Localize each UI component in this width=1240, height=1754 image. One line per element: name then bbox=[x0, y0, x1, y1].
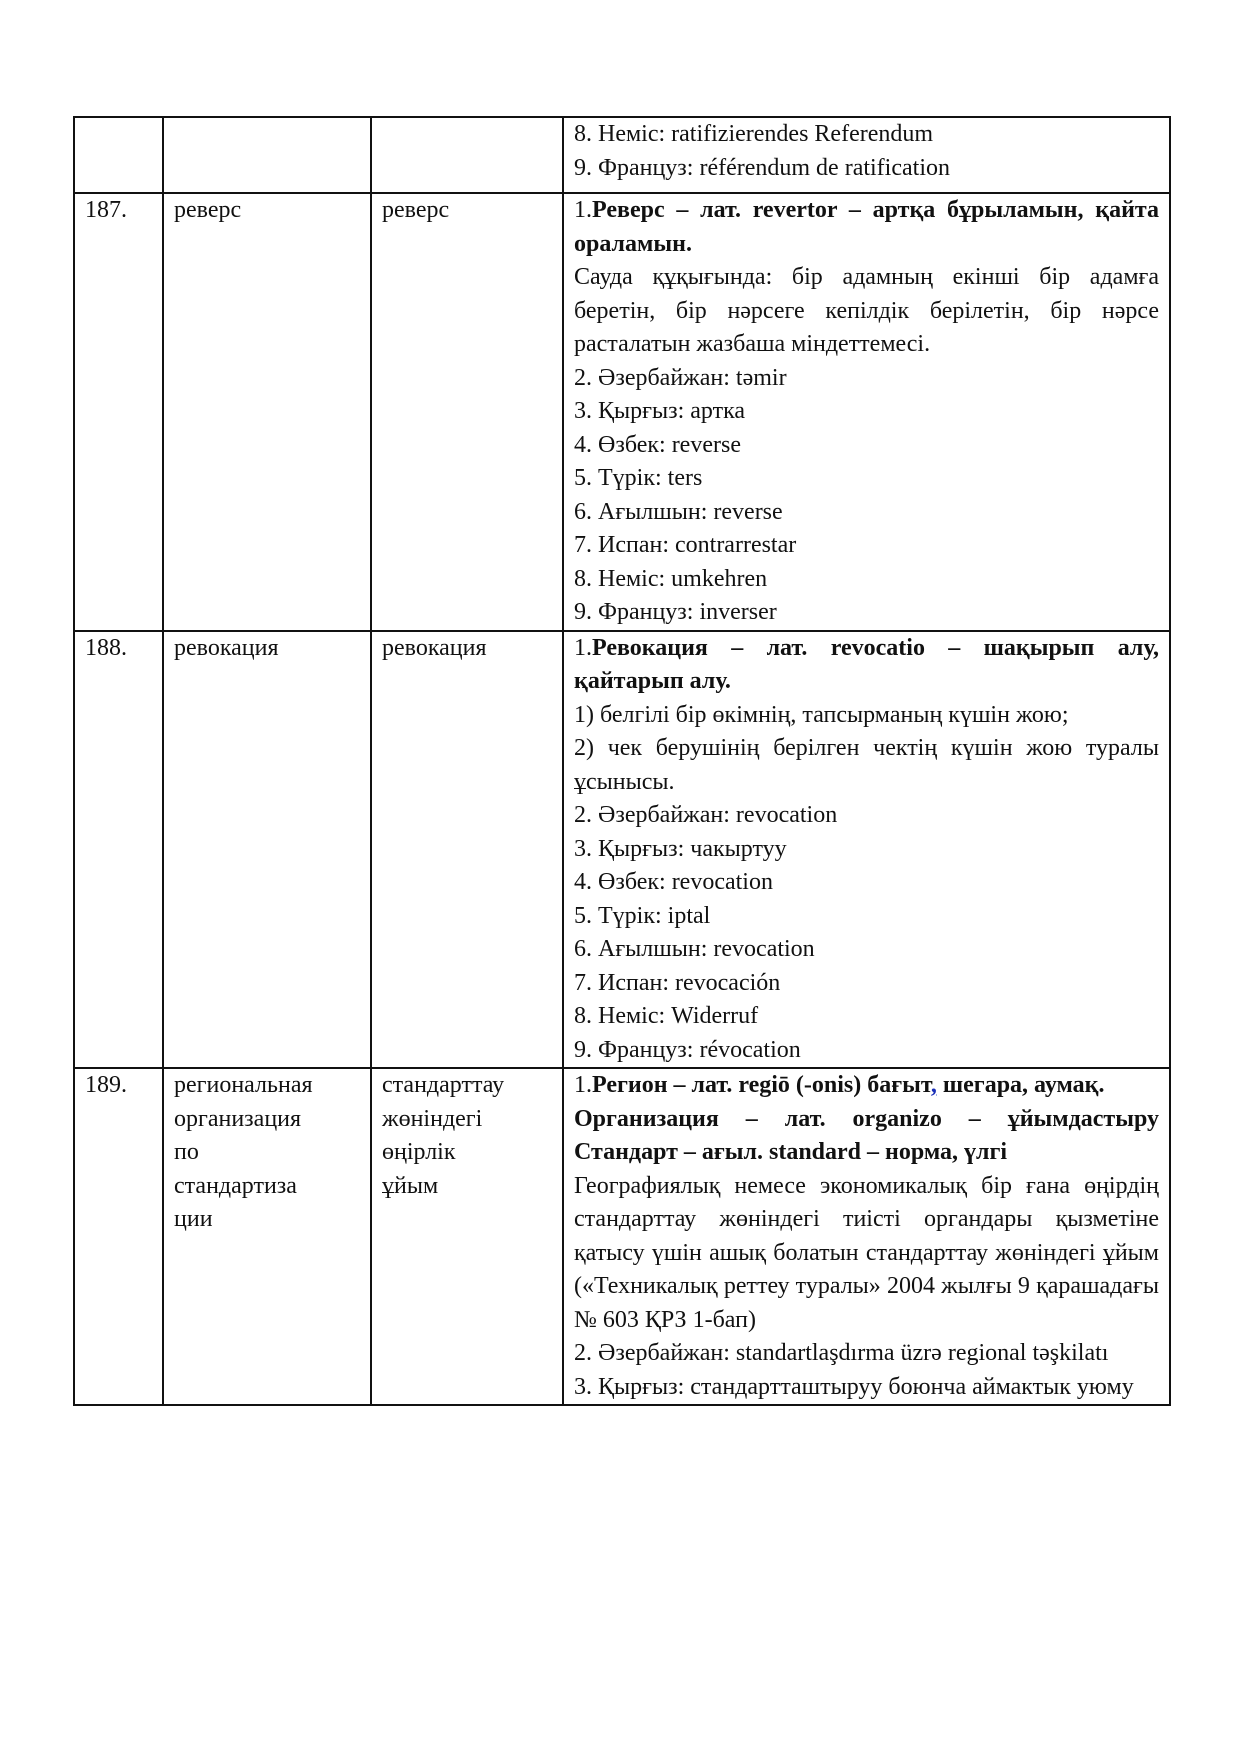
etymology-prefix: 1. bbox=[574, 1072, 592, 1098]
etymology-text: Регион – лат. regiō (-onis) бағыт bbox=[592, 1072, 931, 1098]
definition-text: 1) белгілі бір өкімнің, тапсырманың күшін жою; bbox=[574, 701, 1069, 728]
term-russian-line: стандартиза bbox=[174, 1172, 297, 1199]
etymology-text: Ревокация – лат. revocatio – шақырып алу, қайтарып алу. bbox=[574, 634, 1159, 694]
term-russian bbox=[163, 1068, 371, 1405]
translation-line: 9. Француз: révocation bbox=[574, 1036, 801, 1063]
etymology-text: Реверс – лат. revertor – артқа бұрыламын, қайта ораламын. bbox=[574, 197, 1159, 257]
term-kazakh-line: ұйым bbox=[382, 1172, 439, 1199]
term-kazakh bbox=[371, 1068, 563, 1405]
entry-number: 187. bbox=[74, 193, 163, 631]
term-kazakh-line: стандарттау bbox=[382, 1072, 505, 1098]
term-kazakh-line: жөніндегі bbox=[382, 1105, 483, 1132]
definition-cell bbox=[563, 1068, 1170, 1405]
term-kazakh-line: өңірлік bbox=[382, 1139, 456, 1165]
entry-number: 188. bbox=[74, 631, 163, 1069]
translation-line: 2. Әзербайжан: standartlaşdırma üzrə regional təşkilatı bbox=[574, 1340, 1109, 1366]
translation-line: 5. Түрік: ters bbox=[574, 465, 703, 491]
term-kazakh bbox=[371, 117, 563, 193]
definition-cell bbox=[563, 117, 1170, 193]
etymology-text: Организация – лат. organizo – ұйымдастыру bbox=[574, 1105, 1159, 1132]
table-row bbox=[74, 193, 1170, 631]
term-russian-line: ции bbox=[174, 1206, 213, 1232]
translation-line: 7. Испан: revocación bbox=[574, 969, 781, 996]
translation-line: 9. Француз: référendum de ratification bbox=[574, 154, 950, 181]
etymology-text: шегара, аумақ. bbox=[936, 1072, 1105, 1098]
translation-line: 7. Испан: contrarrestar bbox=[574, 532, 797, 558]
term-russian bbox=[163, 117, 371, 193]
translation-line: 3. Қырғыз: стандартташтыруу боюнча аймактык уюму bbox=[574, 1373, 1134, 1400]
etymology bbox=[574, 632, 1159, 699]
translation-line: 6. Ағылшын: revocation bbox=[574, 936, 815, 962]
table-row bbox=[74, 631, 1170, 1069]
term-kazakh: реверс bbox=[371, 193, 563, 631]
table-row bbox=[74, 1068, 1170, 1405]
etymology-prefix: 1. bbox=[574, 634, 592, 661]
definition-text: Географиялық немесе экономикалық бір ғана өңірдің стандарттау жөніндегі тиісті органдары қызметіне қатысу үшін ашық болатын стандарттау жөніндегі ұйым («Техникалық реттеу туралы» 2004 жылғы 9 қарашадағы № 603 ҚРЗ 1-бап) bbox=[574, 1172, 1159, 1333]
term-russian: ревокация bbox=[163, 631, 371, 1069]
translation-line: 2. Әзербайжан: təmir bbox=[574, 364, 787, 391]
term-kazakh: ревокация bbox=[371, 631, 563, 1069]
translation-line: 9. Француз: inverser bbox=[574, 599, 777, 625]
translation-line: 5. Түрік: iptal bbox=[574, 902, 711, 929]
translation-line: 4. Өзбек: revocation bbox=[574, 869, 773, 895]
definition-text: Сауда құқығында: бір адамның екінші бір адамға беретін, бір нәрсеге кепілдік берілетін, бір нәрсе расталатын жазбаша міндеттемесі. bbox=[574, 264, 1159, 357]
translation-line: 2. Әзербайжан: revocation bbox=[574, 802, 838, 828]
etymology-prefix: 1. bbox=[574, 197, 592, 223]
entry-number: 189. bbox=[74, 1068, 163, 1405]
document-page bbox=[73, 116, 1169, 1406]
term-russian-line: региональная bbox=[174, 1072, 313, 1098]
definition-cell bbox=[563, 631, 1170, 1069]
translation-line: 6. Ағылшын: reverse bbox=[574, 498, 783, 525]
definition-cell bbox=[563, 193, 1170, 631]
glossary-table bbox=[73, 116, 1171, 1406]
etymology-text: Стандарт – ағыл. standard – норма, үлгі bbox=[574, 1139, 1008, 1165]
definition-text: 2) чек берушінің берілген чектің күшін жою туралы ұсынысы. bbox=[574, 735, 1159, 795]
term-russian: реверс bbox=[163, 193, 371, 631]
term-russian-line: по bbox=[174, 1139, 199, 1165]
entry-number bbox=[74, 117, 163, 193]
etymology-link[interactable]: , bbox=[930, 1072, 937, 1098]
translation-line: 8. Неміс: ratifizierendes Referendum bbox=[574, 121, 934, 147]
etymology bbox=[574, 194, 1159, 261]
translation-line: 4. Өзбек: reverse bbox=[574, 431, 741, 458]
etymology bbox=[574, 1069, 1159, 1103]
translation-line: 3. Қырғыз: артка bbox=[574, 398, 746, 424]
translation-line: 8. Неміс: umkehren bbox=[574, 565, 768, 592]
translation-line: 8. Неміс: Widerruf bbox=[574, 1003, 759, 1029]
term-russian-line: организация bbox=[174, 1105, 302, 1132]
table-row bbox=[74, 117, 1170, 193]
translation-line: 3. Қырғыз: чакыртуу bbox=[574, 835, 787, 862]
